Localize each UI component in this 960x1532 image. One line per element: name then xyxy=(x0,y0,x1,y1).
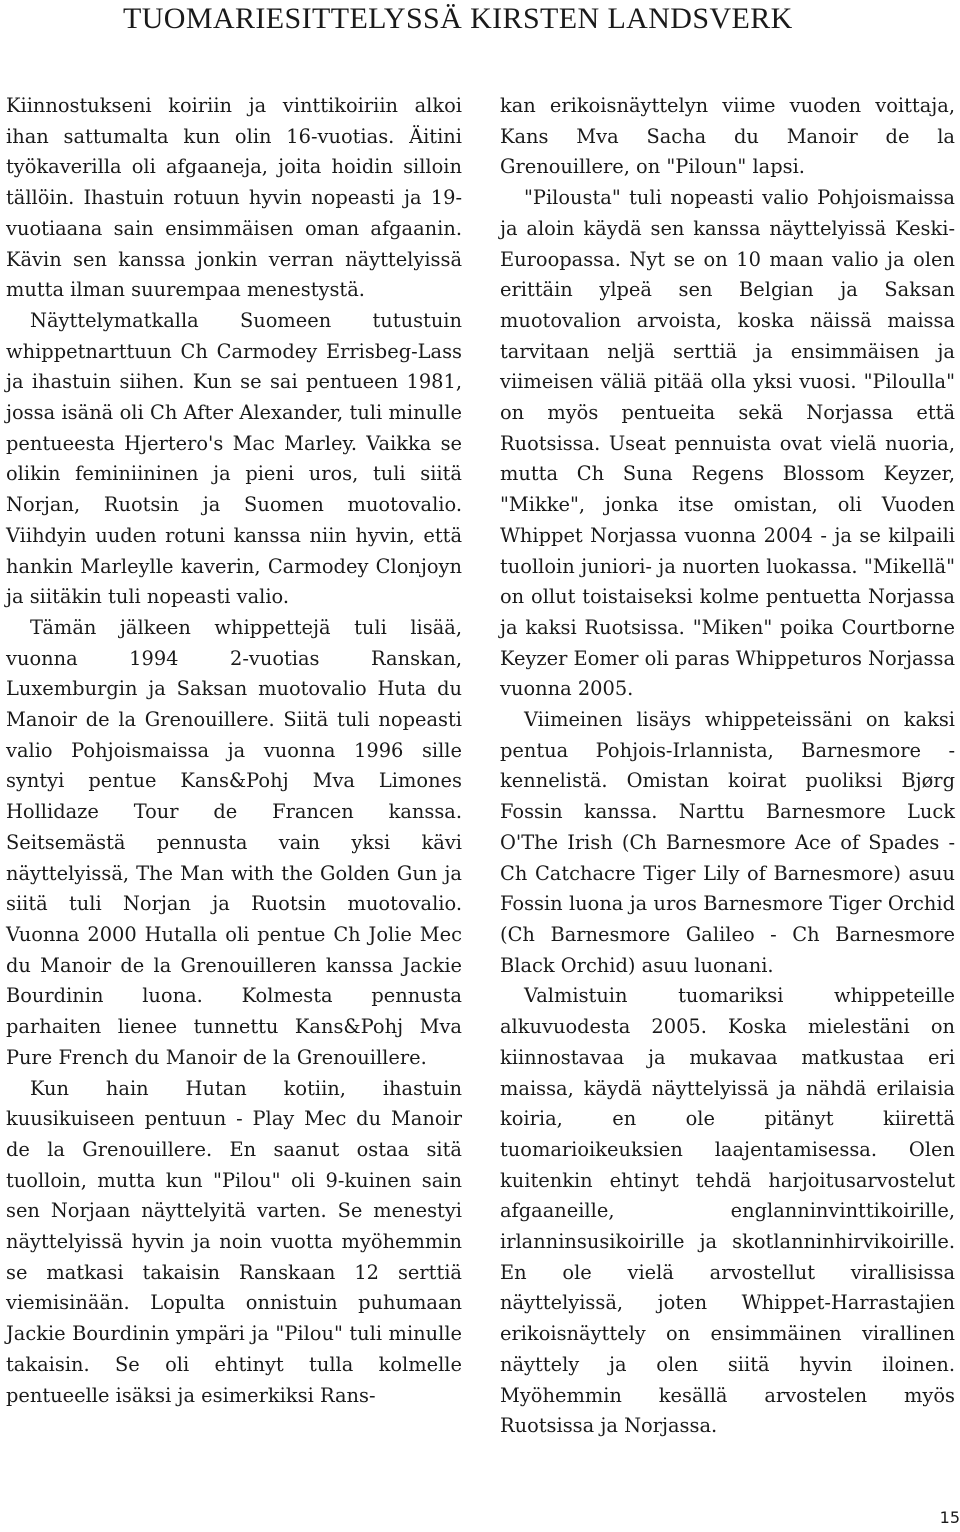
article-column-left xyxy=(6,91,462,1411)
paragraph: Tämän jälkeen whippettejä tuli lisää, vuonna 1994 2-vuotias Ranskan, Luxemburgin ja Saksan muotovalio Huta du Manoir de la Grenouillere. Siitä tuli nopeasti valio Pohjoismaissa ja vuonna 1996 sille syntyi pentue Kans&Pohj Mva Limones Hollidaze Tour de Francen kanssa. Seitsemästä pennusta vain yksi kävi näyttelyissä, The Man with the Golden Gun ja siitä tuli Norjan ja Ruotsin muotovalio. Vuonna 2000 Hutalla oli pentue Ch Jolie Mec du Manoir de la Grenouilleren kanssa Jackie Bourdinin luona. Kolmesta pennusta parhaiten lienee tunnettu Kans&Pohj Mva Pure French du Manoir de la Grenouillere. xyxy=(6,615,462,1069)
page-number: 15 xyxy=(939,1508,960,1527)
paragraph: Näyttelymatkalla Suomeen tutustuin whippetnarttuun Ch Carmodey Errisbeg-Lass ja ihastuin siihen. Kun se sai pentueen 1981, jossa isänä oli Ch After Alexander, tuli minulle pentueesta Hjertero's Mac Marley. Vaikka se olikin feminiininen ja pieni uros, tuli siitä Norjan, Ruotsin ja Suomen muotovalio. Viihdyin uuden rotuni kanssa niin hyvin, että hankin Marleylle kaverin, Carmodey Clonjoyn ja siitäkin tuli nopeasti valio. xyxy=(6,308,462,609)
paragraph: Viimeinen lisäys whippeteissäni on kaksi pentua Pohjois-Irlannista, Barnesmore - kennelistä. Omistan koirat puoliksi Bjørg Fossin kanssa. Narttu Barnesmore Luck O'The Irish (Ch Barnesmore Ace of Spades - Ch Catchacre Tiger Lily of Barnesmore) asuu Fossin luona ja uros Barnesmore Tiger Orchid (Ch Barnesmore Galileo - Ch Barnesmore Black Orchid) asuu luonani. xyxy=(500,708,955,977)
page-title: TUOMARIESITTELYSSÄ KIRSTEN LANDSVERK xyxy=(123,2,793,35)
paragraph: Valmistuin tuomariksi whippeteille alkuvuodesta 2005. Koska mielestäni on kiinnostavaa ja mukavaa matkustaa eri maissa, käydä näyttelyissä ja nähdä erilaisia koiria, en ole pitänyt kiirettä tuomarioikeuksien laajentamisessa. Olen kuitenkin ehtinyt tehdä harjoitusarvostelut afgaaneille, englanninvinttikoirille, irlanninsusikoirille ja skotlanninhirvikoirille. En ole vielä arvostellut virallisissa näyttelyissä, joten Whippet-Harrastajien erikoisnäyttely on ensimmäinen virallinen näyttely ja olen siitä hyvin iloinen. Myöhemmin kesällä arvostelen myös Ruotsissa ja Norjassa. xyxy=(500,984,955,1438)
paragraph: Kun hain Hutan kotiin, ihastuin kuusikuiseen pentuun - Play Mec du Manoir de la Grenouillere. En saanut ostaa sitä tuolloin, mutta kun "Pilou" oli 9-kuinen sain sen Norjaan näyttelyitä varten. Se menestyi näyttelyissä hyvin ja noin vuotta myöhemmin se matkasi takaisin Ranskaan 12 serttiä viemisinään. Lopulta onnistuin puhumaan Jackie Bourdinin ympäri ja "Pilou" tuli minulle takaisin. Se oli ehtinyt tulla kolmelle pentueelle isäksi ja esimerkiksi Rans- xyxy=(6,1076,462,1407)
paragraph: kan erikoisnäyttelyn viime vuoden voittaja, Kans Mva Sacha du Manoir de la Grenouillere, on "Piloun" lapsi. xyxy=(500,94,955,179)
paragraph: Kiinnostukseni koiriin ja vinttikoiriin alkoi ihan sattumalta kun olin 16-vuotias. Äitini työkaverilla oli afgaaneja, joita hoidin silloin tällöin. Ihastuin rotuun hyvin nopeasti ja 19-vuotiaana sain ensimmäisen oman afgaanin. Kävin sen kanssa jonkin verran näyttelyissä mutta ilman suurempaa menestystä. xyxy=(6,94,462,302)
article-column-right xyxy=(500,91,955,1442)
paragraph: "Pilousta" tuli nopeasti valio Pohjoismaissa ja aloin käydä sen kanssa näyttelyissä Keski-Euroopassa. Nyt se on 10 maan valio ja olen erittäin ylpeä sen Belgian ja Saksan muotovalion arvoista, koska näissä maissa tarvitaan neljä serttiä ja ensimmäisen ja viimeisen väliä pitää olla yksi vuosi. "Piloulla" on myös pentueita sekä Norjassa että Ruotsissa. Useat pennuista ovat vielä nuoria, mutta Ch Suna Regens Blossom Keyzer, "Mikke", jonka itse omistan, oli Vuoden Whippet Norjassa vuonna 2004 - ja se kilpaili tuolloin juniori- ja nuorten luokassa. "Mikellä" on ollut toistaiseksi kolme pentuetta Norjassa ja kaksi Ruotsissa. "Miken" poika Courtborne Keyzer Eomer oli paras Whippeturos Norjassa vuonna 2005. xyxy=(500,186,956,701)
